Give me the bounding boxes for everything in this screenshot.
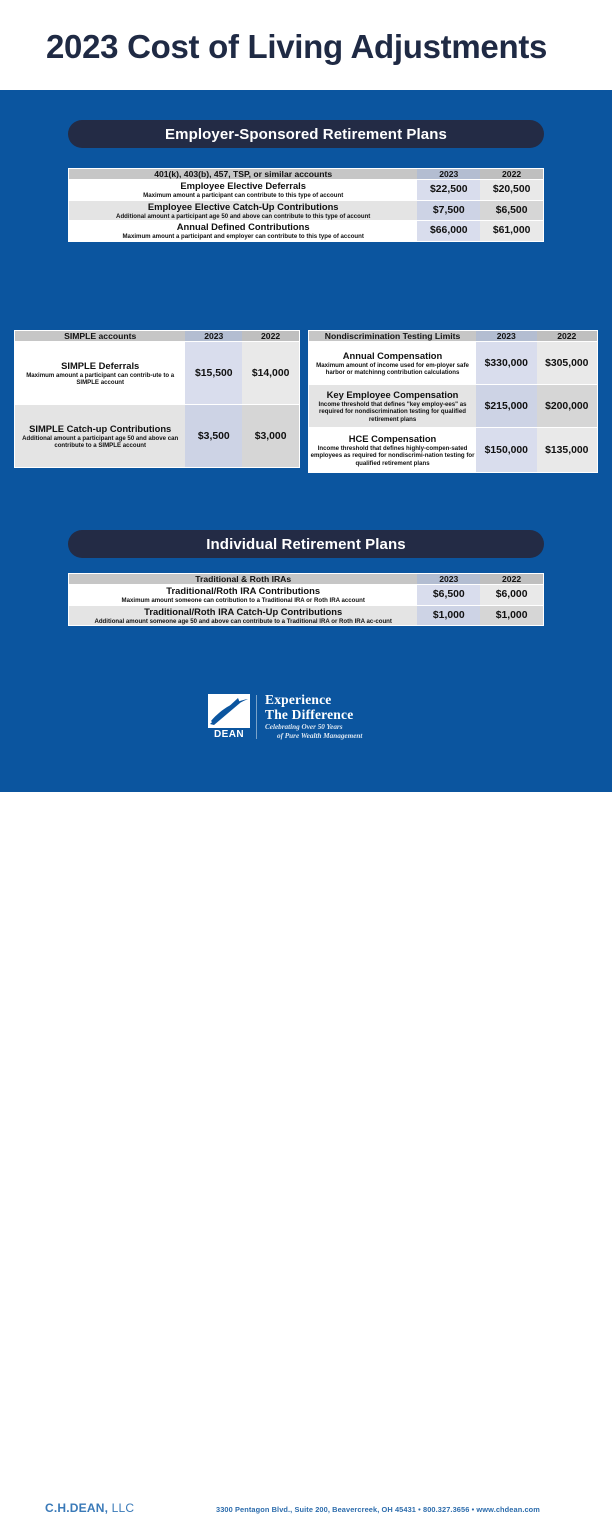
row-description (15, 405, 185, 468)
column-header-2022: 2022 (537, 331, 597, 342)
dean-logo-mark (208, 694, 250, 740)
table-employer-sponsored (68, 168, 544, 242)
row-title: Employee Elective Catch-Up Contributions (147, 200, 339, 212)
row-title: HCE Compensation (348, 432, 437, 444)
footer-company-main: C.H.DEAN, (45, 1501, 109, 1515)
table-row (309, 342, 597, 385)
table-simple-accounts (14, 330, 300, 468)
row-description (69, 180, 417, 201)
row-description (15, 342, 185, 405)
row-title: SIMPLE Catch-up Contributions (29, 422, 172, 434)
row-subtitle: Maximum amount a participant can contrib-ute to a SIMPLE account (26, 371, 175, 387)
logo-swoosh-icon (208, 694, 250, 728)
cell-2022: $305,000 (537, 342, 597, 385)
cell-2022: $61,000 (480, 221, 543, 241)
column-header-2022: 2022 (480, 574, 543, 585)
table-row (15, 342, 299, 405)
cell-2022: $135,000 (537, 428, 597, 473)
company-logo (208, 692, 404, 742)
table-row (69, 180, 543, 201)
logo-tagline (265, 693, 362, 740)
table-traditional-roth-iras (68, 573, 544, 626)
table-row (69, 605, 543, 625)
tagline-line-4: of Pure Wealth Management (277, 732, 363, 741)
cell-2022: $6,500 (480, 200, 543, 221)
row-title: Traditional/Roth IRA Contributions (166, 585, 321, 596)
table-row (309, 428, 597, 473)
row-description (309, 428, 476, 473)
column-header-2023: 2023 (417, 574, 480, 585)
row-description (69, 585, 417, 606)
title-band (0, 0, 612, 90)
cell-2023: $330,000 (476, 342, 536, 385)
row-subtitle: Maximum amount a participant and employer can contribute to this type of account (122, 233, 364, 241)
cell-2023: $22,500 (417, 180, 480, 201)
column-header-label: SIMPLE accounts (15, 331, 185, 342)
tagline-line-2: The Difference (265, 706, 354, 722)
column-header-label: 401(k), 403(b), 457, TSP, or similar accounts (69, 169, 417, 180)
cell-2023: $3,500 (185, 405, 242, 468)
cell-2023: $15,500 (185, 342, 242, 405)
row-title: Annual Defined Contributions (176, 221, 310, 233)
table-row (69, 221, 543, 241)
row-subtitle: Maximum amount a participant can contribute to this type of account (143, 192, 344, 200)
section-header-individual-retirement: Individual Retirement Plans (68, 530, 544, 558)
tagline-line-3: Celebrating Over 50 Years (265, 723, 343, 732)
row-title: Key Employee Compensation (326, 388, 459, 400)
section-header-employer-sponsored: Employer-Sponsored Retirement Plans (68, 120, 544, 148)
cell-2022: $20,500 (480, 180, 543, 201)
table-nondiscrimination-testing-limits (308, 330, 598, 473)
column-header-label: Traditional & Roth IRAs (69, 574, 417, 585)
row-title: Annual Compensation (342, 349, 443, 361)
cell-2023: $1,000 (417, 605, 480, 625)
column-header-2023: 2023 (185, 331, 242, 342)
cell-2023: $66,000 (417, 221, 480, 241)
row-title: Employee Elective Deferrals (180, 180, 306, 191)
tagline-line-1: Experience (265, 692, 332, 708)
row-subtitle: Additional amount someone age 50 and above can contribute to a Traditional IRA or Roth IRA ac-count (94, 617, 392, 625)
row-subtitle: Additional amount a participant age 50 and above can contribute to this type of account (116, 212, 371, 220)
cell-2023: $215,000 (476, 385, 536, 428)
logo-divider (256, 695, 257, 739)
column-header-2023: 2023 (476, 331, 536, 342)
column-header-label: Nondiscrimination Testing Limits (309, 331, 476, 342)
cell-2023: $6,500 (417, 585, 480, 606)
cell-2022: $6,000 (480, 585, 543, 606)
table-header-row (69, 169, 543, 180)
cell-2022: $3,000 (242, 405, 299, 468)
logo-wordmark: DEAN (214, 729, 244, 740)
table-row (69, 585, 543, 606)
row-subtitle: Maximum amount of income used for em-ployer safe harbor or matchinng contribution calculations (316, 361, 469, 377)
row-description (69, 605, 417, 625)
table-header-row (69, 574, 543, 585)
column-header-2023: 2023 (417, 169, 480, 180)
footer-company-suffix: LLC (108, 1501, 135, 1515)
footer-address: 3300 Pentagon Blvd., Suite 200, Beavercreek, OH 45431 • 800.327.3656 • www.chdean.com (216, 1505, 540, 1514)
column-header-2022: 2022 (480, 169, 543, 180)
table-header-row (15, 331, 299, 342)
row-description (69, 221, 417, 241)
table-row (15, 405, 299, 468)
page-title: 2023 Cost of Living Adjustments (46, 28, 548, 65)
row-description (309, 342, 476, 385)
row-subtitle: Income threshold that defines "key employ-ees" as required for nondiscrimination testing for qualified retirement plans (318, 400, 467, 423)
table-row (69, 200, 543, 221)
cell-2022: $14,000 (242, 342, 299, 405)
column-header-2022: 2022 (242, 331, 299, 342)
row-subtitle: Additional amount a participant age 50 and above can contribute to a SIMPLE account (22, 434, 179, 450)
row-description (309, 385, 476, 428)
cell-2023: $150,000 (476, 428, 536, 473)
row-description (69, 200, 417, 221)
cell-2022: $200,000 (537, 385, 597, 428)
table-header-row (309, 331, 597, 342)
cell-2022: $1,000 (480, 605, 543, 625)
footer-bar (0, 745, 612, 1515)
cell-2023: $7,500 (417, 200, 480, 221)
row-title: Traditional/Roth IRA Catch-Up Contributions (144, 605, 343, 617)
row-title: SIMPLE Deferrals (61, 359, 140, 371)
row-subtitle: Maximum amount someone can cotribution to a Traditional IRA or Roth IRA account (121, 597, 365, 605)
row-subtitle: Income threshold that defines highly-compen-sated employees as required for nondiscrimi-nation testing for qualified retirement plans (310, 444, 475, 467)
footer-company-name (45, 1501, 134, 1515)
table-row (309, 385, 597, 428)
